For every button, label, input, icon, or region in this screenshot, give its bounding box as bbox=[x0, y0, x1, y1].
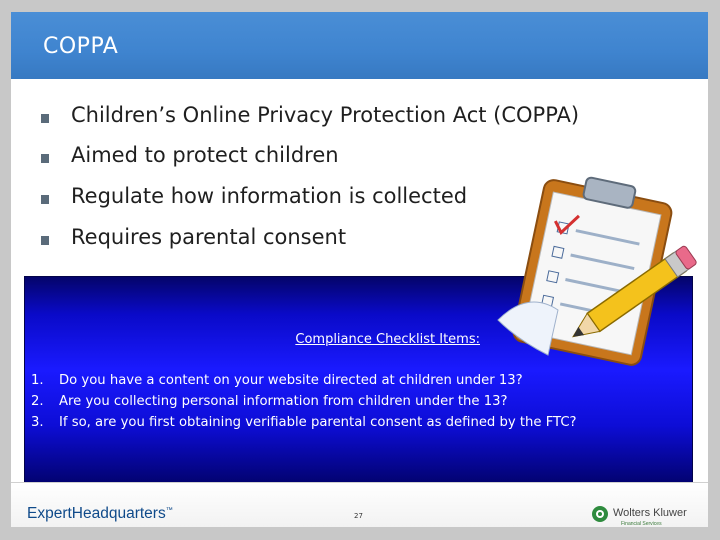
square-bullet-icon bbox=[41, 195, 49, 204]
square-bullet-icon bbox=[41, 154, 49, 163]
square-bullet-icon bbox=[41, 114, 49, 123]
bullet-text: Requires parental consent bbox=[71, 225, 347, 249]
wolters-kluwer-logo bbox=[591, 505, 701, 527]
checklist-item-text: Do you have a content on your website directed at children under 13? bbox=[59, 373, 523, 388]
expert-headquarters-logo bbox=[27, 505, 173, 523]
square-bullet-icon bbox=[41, 236, 49, 245]
bullet-text: Regulate how information is collected bbox=[71, 184, 468, 208]
checklist-heading: Compliance Checklist Items: bbox=[295, 332, 480, 347]
bullet-text: Children’s Online Privacy Protection Act (COPPA) bbox=[71, 103, 580, 127]
checklist-item-text: If so, are you first obtaining verifiable parental consent as defined by the FTC? bbox=[59, 415, 577, 430]
wolters-kluwer-subtitle: Financial Services bbox=[621, 521, 662, 527]
clipboard-pencil-checklist-icon bbox=[488, 170, 698, 370]
slide bbox=[11, 12, 708, 527]
footer bbox=[11, 482, 708, 527]
slide-title: COPPA bbox=[43, 34, 119, 59]
expert-headquarters-logo-text: ExpertHeadquarters bbox=[27, 505, 166, 522]
checklist-item-text: Are you collecting personal information from children under the 13? bbox=[59, 394, 508, 409]
checklist-item-number: 3. bbox=[31, 415, 44, 430]
title-bar bbox=[11, 12, 708, 79]
wolters-kluwer-name: Wolters Kluwer bbox=[613, 507, 687, 519]
checklist-item-number: 2. bbox=[31, 394, 44, 409]
page-number: 27 bbox=[354, 512, 363, 520]
bullet-text: Aimed to protect children bbox=[71, 143, 339, 167]
trademark-mark: ™ bbox=[165, 506, 173, 514]
checklist-item-number: 1. bbox=[31, 373, 44, 388]
wolters-kluwer-globe-icon bbox=[591, 505, 609, 523]
